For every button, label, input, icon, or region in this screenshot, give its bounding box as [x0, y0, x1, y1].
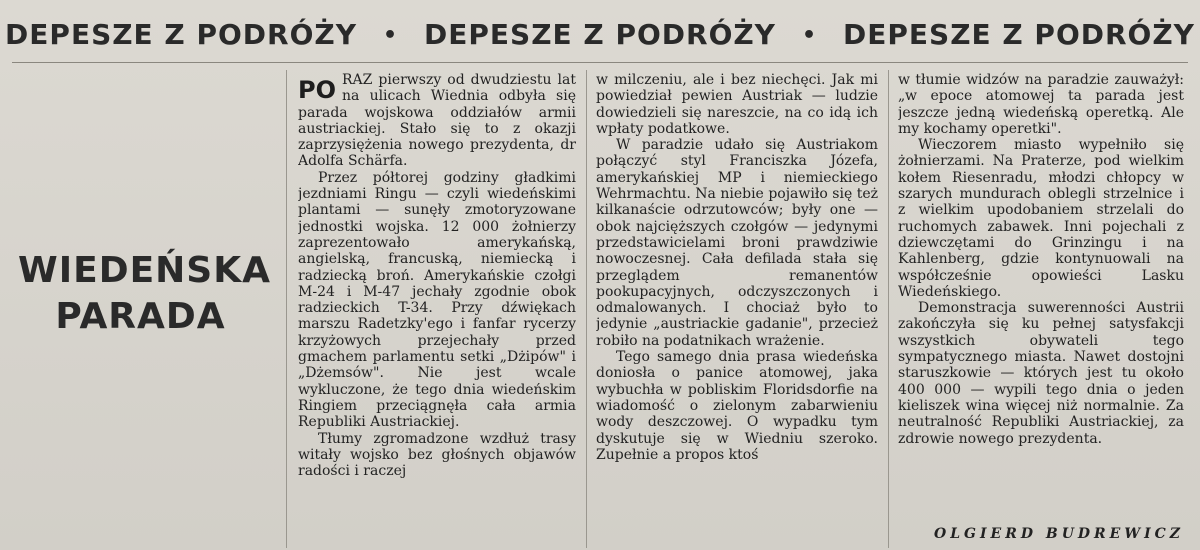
column-divider-1 [286, 70, 287, 548]
article-title [18, 248, 271, 340]
header-segment-2: DEPESZE Z PODRÓŻY [424, 17, 776, 51]
header-bullet-2: • [801, 23, 818, 48]
header-bullet-1: • [382, 23, 399, 48]
header-segment-3: DEPESZE Z PODRÓŻY [843, 17, 1195, 51]
article-paragraph: Wieczorem miasto wypełniło się żołnierzami. Na Praterze, pod wielkim kołem Riesenradu, młodzi chłopcy w szarych mundurach oblegli strzelnice i z wielkim upodobaniem strzelali do ruchomych zabawek. Inni pojechali z dziewczętami do Grinzingu i na Kahlenberg, gdzie kontynuowali na współcześnie opowieści Lasku Wiedeńskiego. [898, 137, 1184, 300]
article-column-3 [898, 72, 1184, 524]
article-column-2 [596, 72, 878, 548]
column-divider-3 [888, 70, 889, 548]
article-column-1 [298, 72, 576, 548]
header-rule [12, 62, 1188, 63]
article-paragraph: Tego samego dnia prasa wiedeńska doniosła o panice atomowej, jaka wybuchła w pobliskim Floridsdorfie na wiadomość o zielonym zabarwieniu wody deszczowej. O wypadku tym dyskutuje się w Wiedniu szeroko. Zupełnie a propos ktoś [596, 349, 878, 463]
header-segment-1: DEPESZE Z PODRÓŻY [5, 17, 357, 51]
article-paragraph-text: RAZ pierwszy od dwudziestu lat na ulicach Wiednia odbyła się parada wojskowa oddziałów armii austriackiej. Stało się to z okazji zaprzysiężenia nowego prezydenta, dr Adolfa Schärfa. [298, 72, 576, 170]
article-paragraph: Demonstracja suwerenności Austrii zakończyła się ku pełnej satysfakcji wszystkich obywateli tego sympatycznego miasta. Nawet dostojni staruszkowie — których jest tu około 400 000 — wypili tego dnia o jeden kieliszek wina więcej niż normalnie. Za neutralność Republiki Austriackiej, za zdrowie nowego prezydenta. [898, 300, 1184, 447]
author-byline: OLGIERD BUDREWICZ [934, 526, 1184, 542]
article-paragraph: w tłumie widzów na paradzie zauważył: „w epoce atomowej ta parada jest jeszcze jedną wiedeńską operetką. Ale my kochamy operetki". [898, 72, 1184, 137]
article-paragraph: W paradzie udało się Austriakom połączyć styl Franciszka Józefa, amerykańskiej MP i niemieckiego Wehrmachtu. Na niebie pojawiło się też kilkanaście odrzutowców; były one — obok najcięższych czołgów — jedynymi przedstawicielami broni prawdziwie nowoczesnej. Cała defilada stała się przeglądem remanentów pookupacyjnych, odczyszczonych i odmalowanych. I chociaż było to jedynie „austriackie gadanie", przecież robiło na podatnikach wrażenie. [596, 137, 878, 349]
article-paragraph [298, 72, 576, 170]
article-title-line-2: PARADA [55, 296, 226, 337]
section-header-text [5, 18, 1195, 51]
article-paragraph: Przez półtorej godziny gładkimi jezdniami Ringu — czyli wiedeńskimi plantami — sunęły zmotoryzowane jednostki wojska. 12 000 żołnierzy zaprezentowało amerykańską, angielską, francuską, niemiecką i radziecką broń. Amerykańskie czołgi M-24 i M-47 jechały zgodnie obok radzieckich T-34. Przy dźwiękach marszu Radetzky'ego i fanfar rycerzy krzyżowych przejechały przed gmachem parlamentu setki „Dżipów" i „Dżemsów". Nie jest wcale wykluczone, że tego dnia wiedeńskim Ringiem przeciągnęła cała armia Republiki Austriackiej. [298, 169, 576, 431]
article-title-line-1: WIEDEŃSKA [18, 250, 271, 291]
article-paragraph: w milczeniu, ale i bez niechęci. Jak mi powiedział pewien Austriak — ludzie dowiedzieli się nareszcie, na co idą ich wpłaty podatkowe. [596, 72, 878, 137]
section-header [0, 8, 1200, 60]
column-divider-2 [586, 70, 587, 548]
drop-cap: PO [298, 76, 336, 104]
article-paragraph: Tłumy zgromadzone wzdłuż trasy witały wojsko bez głośnych objawów radości i raczej [298, 430, 576, 480]
